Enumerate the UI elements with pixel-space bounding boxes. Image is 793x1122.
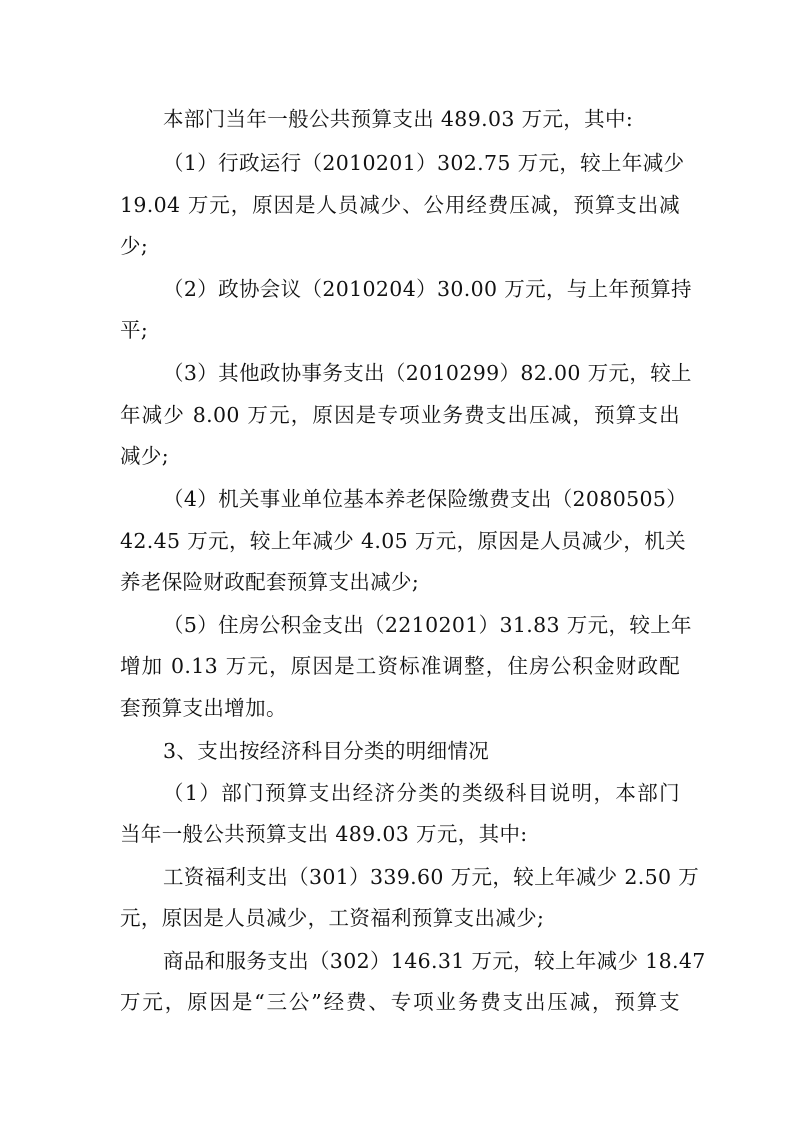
text-line-20: 元，原因是人员减少，工资福利预算支出减少; (120, 906, 545, 930)
text-line-13: （5）住房公积金支出（2210201）31.83 万元，较上年 (163, 613, 692, 637)
text-line-22: 万元，原因是“三公”经费、专项业务费支出压减，预算支 (120, 990, 680, 1014)
text-line-5: （2）政协会议（2010204）30.00 万元，与上年预算持 (163, 277, 692, 301)
text-line-8: 年减少 8.00 万元，原因是专项业务费支出压减，预算支出 (120, 403, 680, 427)
text-line-1: 本部门当年一般公共预算支出 489.03 万元，其中: (163, 107, 634, 131)
text-line-17: （1）部门预算支出经济分类的类级科目说明，本部门 (163, 781, 680, 805)
text-line-10: （4）机关事业单位基本养老保险缴费支出（2080505） (163, 487, 688, 511)
text-line-12: 养老保险财政配套预算支出减少; (120, 570, 420, 594)
text-line-9: 减少; (120, 444, 169, 468)
text-line-7: （3）其他政协事务支出（2010299）82.00 万元，较上 (163, 361, 692, 385)
text-line-15: 套预算支出增加。 (120, 696, 287, 720)
text-line-4: 少; (120, 234, 149, 258)
text-line-11: 42.45 万元，较上年减少 4.05 万元，原因是人员减少，机关 (120, 529, 686, 553)
text-line-16: 3、支出按经济科目分类的明细情况 (163, 739, 490, 763)
text-line-3: 19.04 万元，原因是人员减少、公用经费压减，预算支出减 (120, 193, 680, 217)
text-line-2: （1）行政运行（2010201）302.75 万元，较上年减少 (163, 151, 685, 175)
text-line-21: 商品和服务支出（302）146.31 万元，较上年减少 18.47 (163, 949, 706, 973)
text-line-19: 工资福利支出（301）339.60 万元，较上年减少 2.50 万 (163, 865, 700, 889)
text-line-18: 当年一般公共预算支出 489.03 万元，其中: (120, 822, 528, 846)
text-line-6: 平; (120, 318, 149, 342)
text-line-14: 增加 0.13 万元，原因是工资标准调整，住房公积金财政配 (120, 654, 680, 678)
